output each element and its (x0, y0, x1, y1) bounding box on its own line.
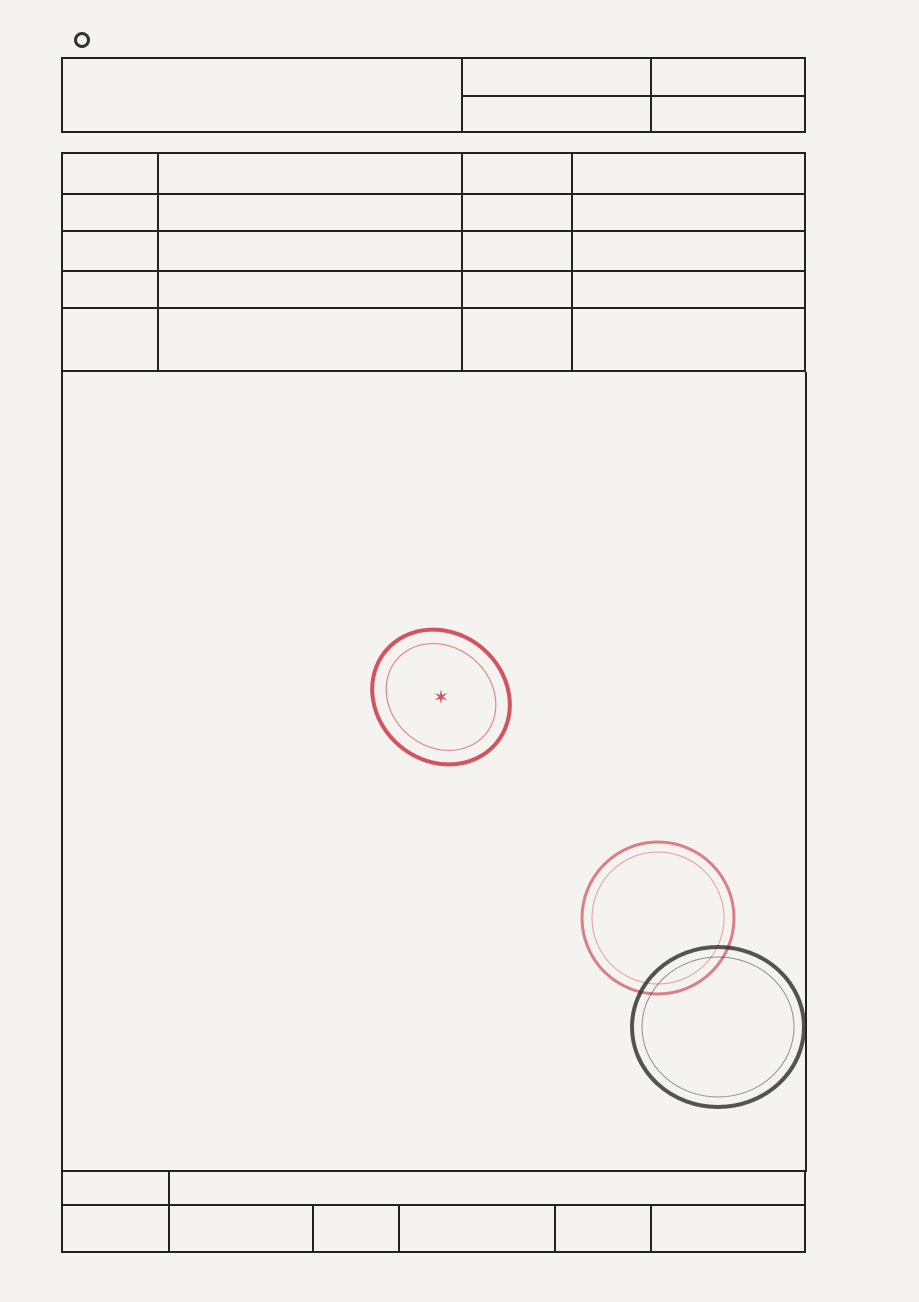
inspection-seal-stamp (628, 942, 808, 1112)
svg-text:✶: ✶ (432, 685, 450, 709)
footer-table (61, 1170, 806, 1253)
company-logo (74, 30, 93, 50)
logo-icon (74, 32, 90, 48)
info-table (61, 152, 806, 372)
red-seal-stamp-1 (356, 612, 526, 782)
